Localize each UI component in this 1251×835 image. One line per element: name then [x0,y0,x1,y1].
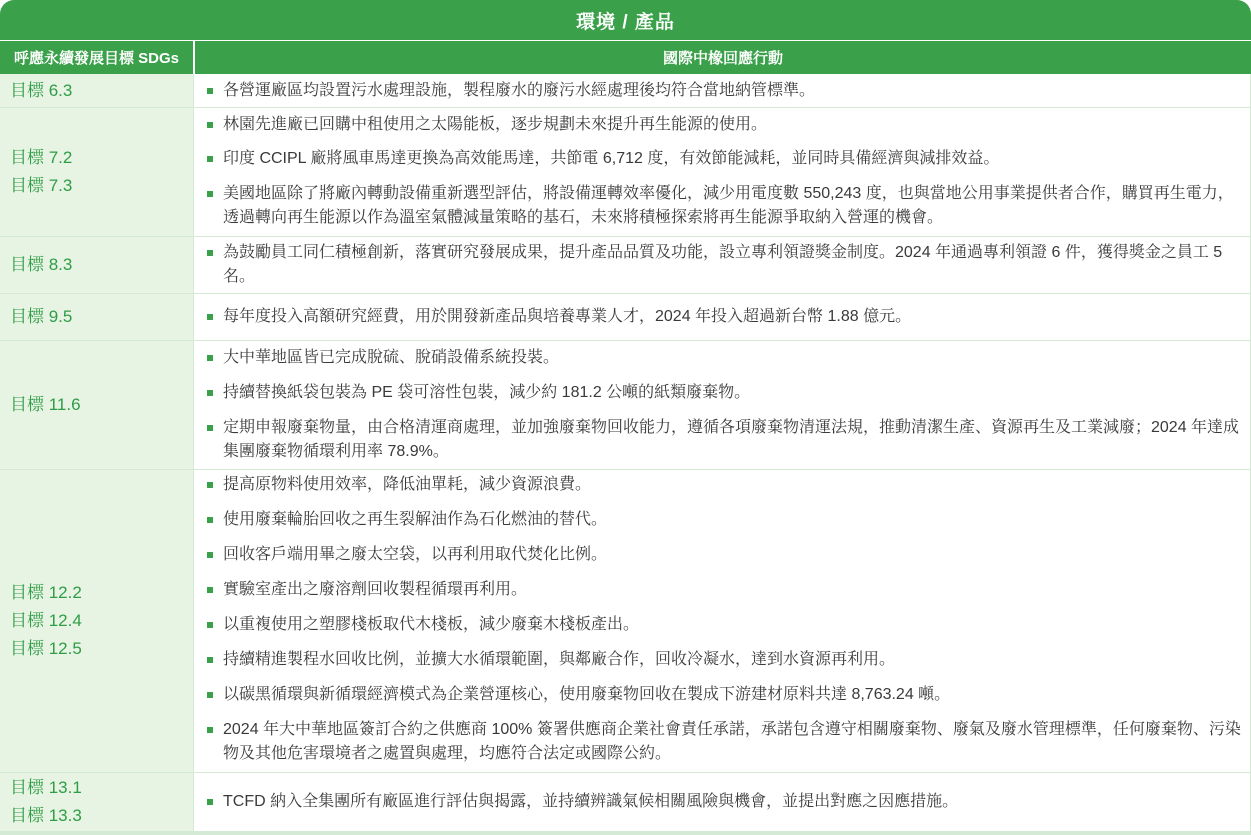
bullet-icon [207,587,213,593]
bullet-icon [207,122,213,128]
action-item: 使用廢棄輪胎回收之再生裂解油作為石化燃油的替代。 [207,508,1244,532]
actions-cell [195,237,1251,293]
goals-cell [0,237,194,293]
actions-cell [195,108,1251,236]
bullet-icon [207,390,213,396]
bullet-icon [207,250,213,256]
actions-cell [195,294,1251,340]
sdg-goal: 目標 12.2 [10,583,82,602]
bullet-icon [207,191,213,197]
action-item: 印度 CCIPL 廠將風車馬達更換為高效能馬達，共節電 6,712 度，有效節能減耗，並同時具備經濟與減排效益。 [207,147,1244,171]
action-item: 回收客戶端用畢之廢太空袋，以再利用取代焚化比例。 [207,543,1244,567]
action-item: 林園先進廠已回購中租使用之太陽能板，逐步規劃未來提升再生能源的使用。 [207,113,1244,137]
sdg-goal: 目標 13.1 [10,778,82,797]
bullet-icon [207,314,213,320]
bullet-icon [207,727,213,733]
action-item: 每年度投入高額研究經費，用於開發新產品與培養專業人才，2024 年投入超過新台幣 1.88 億元。 [207,305,1244,329]
sdg-goal: 目標 13.3 [10,806,82,825]
table-row [0,294,1251,341]
bullet-icon [207,692,213,698]
action-item: 持續精進製程水回收比例，並擴大水循環範圍，與鄰廠合作，回收冷凝水，達到水資源再利用。 [207,648,1244,672]
action-item: 實驗室產出之廢溶劑回收製程循環再利用。 [207,578,1244,602]
bullet-icon [207,88,213,94]
bullet-icon [207,657,213,663]
bullet-icon [207,552,213,558]
action-item: 定期申報廢棄物量，由合格清運商處理，並加強廢棄物回收能力，遵循各項廢棄物清運法規，推動清潔生產、資源再生及工業減廢；2024 年達成集團廢棄物循環利用率 78.9%。 [207,416,1244,464]
bullet-icon [207,799,213,805]
action-item: 以碳黑循環與新循環經濟模式為企業營運核心，使用廢棄物回收在製成下游建材原料共達 8,763.24 噸。 [207,683,1244,707]
action-item: TCFD 納入全集團所有廠區進行評估與揭露，並持續辨識氣候相關風險與機會，並提出對應之因應措施。 [207,790,1244,814]
sdg-goal: 目標 12.4 [10,611,82,630]
action-item: 提高原物料使用效率，降低油單耗，減少資源浪費。 [207,473,1244,497]
table-row [0,773,1251,831]
action-item: 大中華地區皆已完成脫硫、脫硝設備系統投裝。 [207,346,1244,370]
action-item: 美國地區除了將廠內轉動設備重新選型評估，將設備運轉效率優化，減少用電度數 550,243 度，也與當地公用事業提供者合作，購買再生電力，透過轉向再生能源以作為溫室氣體減量策略的基石，未來將積極探索將再生能源爭取納入營運的機會。 [207,182,1244,230]
table-row [0,237,1251,294]
actions-cell [195,341,1251,469]
action-item: 以重複使用之塑膠棧板取代木棧板，減少廢棄木棧板產出。 [207,613,1244,637]
table-row [0,74,1251,108]
actions-cell [195,470,1251,772]
actions-cell [195,74,1251,107]
bullet-icon [207,517,213,523]
sdg-goal: 目標 9.5 [10,307,73,326]
table-row [0,341,1251,470]
sdg-goal: 目標 6.3 [10,80,73,100]
goals-cell [0,470,194,772]
sdg-goal: 目標 7.3 [10,176,73,195]
bullet-icon [207,482,213,488]
action-item: 為鼓勵員工同仁積極創新，落實研究發展成果，提升產品品質及功能，設立專利領證獎金制度。2024 年通過專利領證 6 件，獲得獎金之員工 5 名。 [207,241,1244,289]
bullet-icon [207,156,213,162]
table-bottom-border [0,831,1251,835]
bullet-icon [207,622,213,628]
goals-cell [0,294,194,340]
actions-cell [195,773,1251,831]
action-item: 持續替換紙袋包裝為 PE 袋可溶性包裝，減少約 181.2 公噸的紙類廢棄物。 [207,381,1244,405]
table-title: 環境 / 產品 [0,0,1251,40]
sdg-goal: 目標 7.2 [10,148,73,167]
goals-cell [0,108,194,236]
sdg-goal: 目標 11.6 [10,395,81,414]
header-sdgs: 呼應永續發展目標 SDGs [0,40,193,74]
goals-cell [0,74,194,107]
sdg-goal: 目標 12.5 [10,639,82,658]
goals-cell [0,341,194,469]
bullet-icon [207,425,213,431]
action-item: 2024 年大中華地區簽訂合約之供應商 100% 簽署供應商企業社會責任承諾，承諾包含遵守相關廢棄物、廢氣及廢水管理標準，任何廢棄物、污染物及其他危害環境者之處置與處理，均應符合法定或國際公約。 [207,718,1244,766]
action-item: 各營運廠區均設置污水處理設施，製程廢水的廢污水經處理後均符合當地納管標準。 [207,79,1244,103]
bullet-icon [207,355,213,361]
sdg-goal: 目標 8.3 [10,255,73,274]
goals-cell [0,773,194,831]
header-actions: 國際中橡回應行動 [195,40,1251,74]
header-row [0,40,1251,74]
table-row [0,470,1251,773]
table-row [0,108,1251,237]
